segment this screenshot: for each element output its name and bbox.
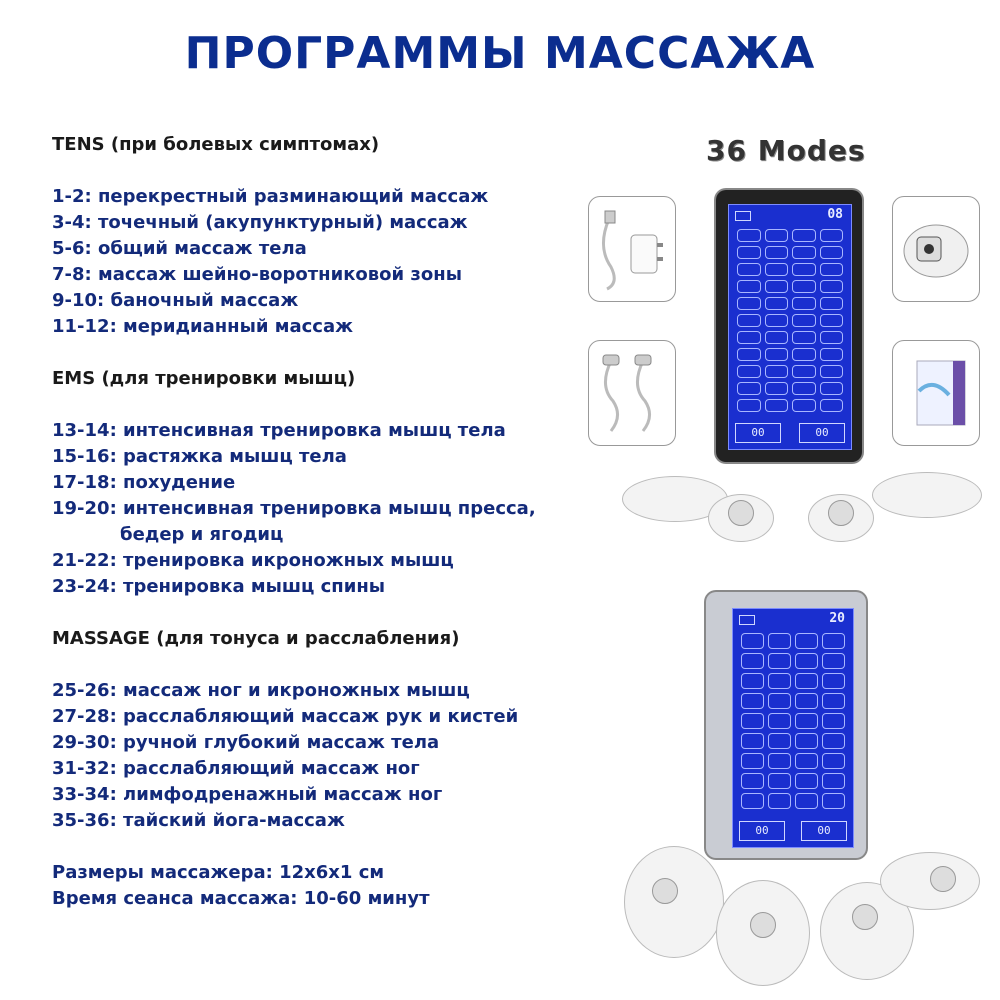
mode-cell[interactable] [737,229,761,242]
mode-cell[interactable] [820,246,844,259]
device-front [716,190,862,462]
mode-cell[interactable] [822,773,845,789]
device-screen [732,608,854,848]
program-item: 35-36: тайский йога-массаж [52,810,345,831]
charger-icon [589,197,675,301]
program-item: 5-6: общий массаж тела [52,238,307,259]
mode-cell[interactable] [765,331,789,344]
mode-cell[interactable] [820,382,844,395]
mode-cell[interactable] [822,633,845,649]
mode-cell[interactable] [820,263,844,276]
mode-cell[interactable] [765,399,789,412]
mode-cell[interactable] [795,633,818,649]
mode-cell[interactable] [792,382,816,395]
mode-cell[interactable] [741,733,764,749]
mode-cell[interactable] [820,365,844,378]
program-item: 25-26: массаж ног и икроножных мышц [52,680,470,701]
program-item: 23-24: тренировка мышц спины [52,576,386,597]
program-item: 1-2: перекрестный разминающий массаж [52,186,489,207]
mode-cell[interactable] [768,633,791,649]
mode-cell[interactable] [768,733,791,749]
mode-cell[interactable] [822,733,845,749]
spec-session: Время сеанса массажа: 10-60 минут [52,888,430,909]
mode-cell[interactable] [820,399,844,412]
mode-cell[interactable] [820,348,844,361]
mode-cell[interactable] [737,314,761,327]
electrode-pad [872,472,982,518]
program-item: 29-30: ручной глубокий массаж тела [52,732,440,753]
mode-cell[interactable] [737,331,761,344]
mode-cell[interactable] [792,365,816,378]
pad-connector [852,904,878,930]
mode-cell[interactable] [768,713,791,729]
mode-cell[interactable] [822,793,845,809]
pad-connector [828,500,854,526]
battery-icon [735,211,751,221]
mode-cell[interactable] [792,331,816,344]
mode-cell[interactable] [820,280,844,293]
mode-cell[interactable] [795,673,818,689]
display-readout: 20 [829,611,845,626]
mode-cell[interactable] [820,314,844,327]
page-title: ПРОГРАММЫ МАССАЖА [184,28,816,79]
program-item: 13-14: интенсивная тренировка мышц тела [52,420,506,441]
mode-cell[interactable] [741,793,764,809]
mode-cell[interactable] [795,753,818,769]
mode-cell[interactable] [765,246,789,259]
mode-cell[interactable] [820,331,844,344]
mode-cell[interactable] [765,280,789,293]
program-item: 21-22: тренировка икроножных мышц [52,550,454,571]
mode-cell[interactable] [737,280,761,293]
mode-cell[interactable] [820,229,844,242]
mode-cell[interactable] [737,263,761,276]
channel-b-button[interactable]: 00 [801,821,847,841]
mode-cell[interactable] [765,263,789,276]
section-heading-tens: TENS (при болевых симптомах) [52,134,380,155]
mode-grid [739,631,847,811]
program-item: 3-4: точечный (акупунктурный) массаж [52,212,468,233]
mode-cell[interactable] [737,246,761,259]
mode-cell[interactable] [768,673,791,689]
mode-cell[interactable] [820,297,844,310]
pad-connector [728,500,754,526]
mode-cell[interactable] [822,753,845,769]
mode-cell[interactable] [737,382,761,395]
control-box-image [892,196,980,302]
mode-cell[interactable] [765,314,789,327]
program-item: 7-8: массаж шейно-воротниковой зоны [52,264,462,285]
mode-cell[interactable] [741,773,764,789]
mode-cell[interactable] [765,348,789,361]
channel-a-button[interactable]: 00 [735,423,781,443]
mode-cell[interactable] [792,348,816,361]
mode-cell[interactable] [765,365,789,378]
program-list [52,132,612,912]
mode-cell[interactable] [822,713,845,729]
mode-cell[interactable] [741,753,764,769]
mode-cell[interactable] [792,297,816,310]
device-screen [728,204,852,450]
mode-cell[interactable] [795,693,818,709]
modes-label: 36 Modes [706,134,866,167]
program-item: 19-20: интенсивная тренировка мышц пресса, [52,498,536,519]
mode-cell[interactable] [795,793,818,809]
mode-cell[interactable] [822,653,845,669]
section-heading-massage: MASSAGE (для тонуса и расслабления) [52,628,460,649]
mode-cell[interactable] [795,713,818,729]
spec-size: Размеры массажера: 12x6x1 см [52,862,385,883]
mode-cell[interactable] [741,693,764,709]
mode-cell[interactable] [737,348,761,361]
battery-icon [739,615,755,625]
channel-a-button[interactable]: 00 [739,821,785,841]
mode-cell[interactable] [768,753,791,769]
electrode-pad [624,846,724,958]
manual-icon [893,341,979,445]
channel-b-button[interactable]: 00 [799,423,845,443]
mode-cell[interactable] [792,280,816,293]
pad-connector [652,878,678,904]
pad-connector [930,866,956,892]
mode-cell[interactable] [795,773,818,789]
mode-cell[interactable] [741,713,764,729]
manual-image [892,340,980,446]
mode-cell[interactable] [768,773,791,789]
mode-cell[interactable] [792,246,816,259]
program-item: 33-34: лимфодренажный массаж ног [52,784,443,805]
mode-cell[interactable] [741,673,764,689]
mode-cell[interactable] [768,693,791,709]
mode-cell[interactable] [822,673,845,689]
program-item: 27-28: расслабляющий массаж рук и кистей [52,706,519,727]
program-item: 11-12: меридианный массаж [52,316,354,337]
mode-cell[interactable] [737,399,761,412]
cables-image [588,340,676,446]
mode-cell[interactable] [795,733,818,749]
mode-cell[interactable] [792,229,816,242]
mode-cell[interactable] [792,314,816,327]
program-item: 9-10: баночный массаж [52,290,299,311]
program-item: бедер и ягодиц [120,524,284,545]
mode-cell[interactable] [768,793,791,809]
section-heading-ems: EMS (для тренировки мышц) [52,368,356,389]
mode-cell[interactable] [768,653,791,669]
program-item: 15-16: растяжка мышц тела [52,446,347,467]
mode-cell[interactable] [765,382,789,395]
mode-cell[interactable] [765,229,789,242]
mode-cell[interactable] [741,633,764,649]
charger-image [588,196,676,302]
mode-cell[interactable] [792,399,816,412]
controller-icon [893,197,979,301]
pad-connector [750,912,776,938]
mode-cell[interactable] [765,297,789,310]
mode-cell[interactable] [737,365,761,378]
mode-cell[interactable] [737,297,761,310]
mode-cell[interactable] [822,693,845,709]
display-readout: 08 [827,207,843,222]
program-item: 17-18: похудение [52,472,236,493]
device-angled [706,592,866,858]
mode-cell[interactable] [741,653,764,669]
program-item: 31-32: расслабляющий массаж ног [52,758,420,779]
cable-icon [589,341,675,445]
mode-cell[interactable] [795,653,818,669]
mode-grid [735,227,845,414]
mode-cell[interactable] [792,263,816,276]
